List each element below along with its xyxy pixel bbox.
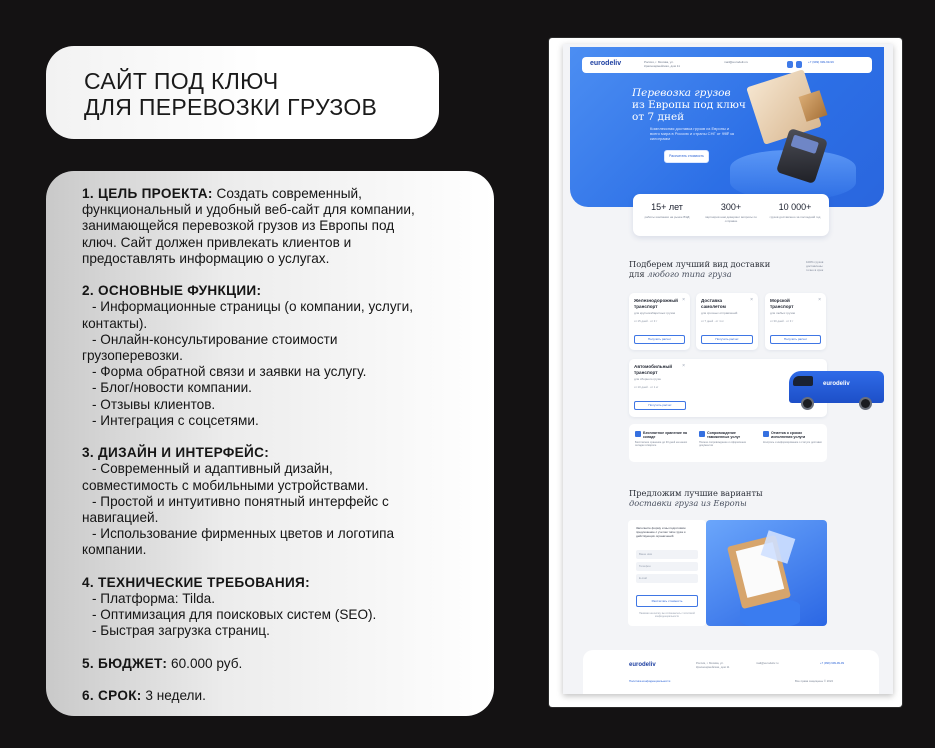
stat-desc: партнёров нам доверяют вопросы по отправке [705,215,757,223]
card-title: Доставка самолетом [701,298,726,309]
card-chips: от 30 дней · от 3 т [770,319,794,323]
function-item-wrap: грузоперевозки. [82,348,183,364]
tech-item: - Оптимизация для поисковых систем (SEO). [92,607,377,623]
offer-title-line-2: доставки груза из Европы [629,498,747,508]
project-title-line-1: САЙТ ПОД КЛЮЧ [84,68,279,94]
form-heading: Заполните форму и мы подготовим предложение с учетом типа груза и действующих ограничений [636,526,686,538]
hero-calc-button[interactable]: Рассчитать стоимость [664,150,709,163]
delivery-title-line-1: Подберем лучший вид доставки [629,259,771,269]
warehouse-icon [635,431,641,437]
nav-email[interactable]: mail@eurodeliv.ru [724,60,748,64]
stat-item [637,202,697,219]
close-icon[interactable]: × [750,297,753,303]
card-title: Морской транспорт [770,298,794,309]
delivery-van-image [779,367,885,411]
offer-title-line-1: Предложим лучшие варианты [629,488,763,498]
feature-title: Бесплатное хранение на складе [643,431,688,440]
budget-value: 60.000 руб. [167,655,243,671]
site-footer [583,650,879,694]
van-logo: eurodeliv [823,381,850,387]
footer-phone[interactable]: +7 (999) 999-99-99 [820,661,845,665]
goal-heading: 1. ЦЕЛЬ ПРОЕКТА: [82,186,213,201]
offer-section-title [629,488,763,508]
project-brief-card [46,171,494,716]
hero-section [570,47,884,207]
customs-icon [699,431,705,437]
hero-title-line-2: из Европы под ключ [632,99,746,111]
card-subtitle: для любых грузов [770,311,796,315]
budget-heading: 5. БЮДЖЕТ: [82,655,168,671]
close-icon[interactable]: × [818,297,821,303]
function-item: - Отзывы клиентов. [92,396,216,412]
telegram-icon[interactable] [787,61,793,68]
close-icon[interactable]: × [682,363,685,369]
card-chips: от 15 дней · от 3 т [634,319,658,323]
design-section [82,445,476,558]
card-title: Железнодорожный транспорт [634,298,678,309]
card-subtitle: для сборного груза [634,377,661,381]
goal-section [82,186,476,267]
road-card[interactable] [629,359,850,417]
feature-desc: Контроль и информирование о статусе доставки [763,441,822,444]
term-value: 3 недели. [141,688,206,704]
design-item: - Использование фирменных цветов и логотипа [92,526,395,542]
goal-line: занимающейся перевозкой грузов из Европы под [82,218,395,234]
card-chips: от 10 дней · от 1 кг [634,385,659,389]
form-submit-button[interactable]: Рассчитать стоимость [636,595,698,607]
nav-address: Россия, г. Москва, ул. Красноармейская, дом 11 [644,60,680,68]
stat-item [701,202,761,223]
tech-item: - Быстрая загрузка страниц. [92,623,270,639]
functions-heading: 2. ОСНОВНЫЕ ФУНКЦИИ: [82,283,262,299]
stat-value: 10 000+ [778,202,812,212]
feature-desc: Полное сопровождение и оформление документов [699,441,747,448]
goal-line: ключ. Сайт должен привлекать клиентов и [82,234,352,250]
name-input[interactable]: Ваше имя [636,550,698,559]
feature-title: Отметка о сроках исполнения услуги [771,431,806,440]
delivery-note: 100% грузов доставлены точно в срок [806,260,824,272]
function-item: - Интеграция с соцсетями. [92,412,259,428]
design-item-wrap: совместимость с мобильными устройствами. [82,477,369,493]
hero-title-line-3: от 7 дней [632,111,685,123]
top-nav [582,57,872,73]
delivery-title-for: для [629,269,645,279]
function-item: - Онлайн-консультирование стоимости [92,331,338,347]
get-quote-button[interactable]: Получить расчет [634,335,685,344]
tech-item: - Платформа: Tilda. [92,591,215,607]
goal-line: функциональный и удобный веб-сайт для компании, [82,202,415,218]
get-quote-button[interactable]: Получить расчет [634,401,686,410]
delivery-section-title [629,259,770,279]
project-title-line-2: ДЛЯ ПЕРЕВОЗКИ ГРУЗОВ [84,94,378,120]
features-bar [629,424,827,462]
project-title-card [46,46,439,139]
stat-value: 300+ [720,202,742,212]
form-privacy-note: Нажимая на кнопку, вы соглашаетесь с политикой конфиденциальности [639,612,695,618]
get-quote-button[interactable]: Получить расчет [701,335,753,344]
documents-visual [706,520,827,626]
privacy-policy-link[interactable]: Политика конфиденциальности [629,679,671,683]
stat-value: 15+ лет [651,202,683,212]
close-icon[interactable]: × [682,297,685,303]
tech-heading: 4. ТЕХНИЧЕСКИЕ ТРЕБОВАНИЯ: [82,574,310,590]
nav-phone[interactable]: +7 (999) 999-99-99 [808,60,834,64]
email-input[interactable]: E-mail [636,574,698,583]
sea-card[interactable] [765,293,826,350]
feature-title: Сопровождение таможенных услуг [707,431,741,440]
stat-desc: работы компании на рынке ВЭД [644,215,690,219]
function-item: - Информационные страницы (о компании, услуги, [92,299,413,315]
phone-input[interactable]: Телефон [636,562,698,571]
hero-title-line-1: Перевозка грузов [632,87,731,99]
budget-section [82,656,476,672]
stat-item [765,202,825,219]
goal-line: предоставлять информацию о услугах. [82,250,330,266]
stat-desc: грузов доставлено за последний год [769,215,821,219]
design-heading: 3. ДИЗАЙН И ИНТЕРФЕЙС: [82,445,270,461]
stats-bar [633,194,829,236]
footer-logo[interactable]: eurodeliv [629,662,656,668]
website-mockup [563,44,893,694]
term-section [82,688,476,704]
site-logo[interactable]: eurodeliv [590,60,622,67]
design-item: - Простой и интуитивно понятный интерфейс с [92,493,389,509]
card-subtitle: для крупногабаритных грузов [634,311,676,315]
clock-icon [763,431,769,437]
goal-text: Создать современный, [212,186,362,201]
feature-desc: Бесплатное хранение до 30 дней на наших складах в Европе [635,441,688,448]
whatsapp-icon[interactable] [796,61,802,68]
rail-card[interactable] [629,293,690,350]
hero-subtitle: Комплексная доставка грузов из Европы и всего мира в Россию и страны СНГ от 99₽ за килограмм [650,126,734,141]
design-item: - Современный и адаптивный дизайн, [92,461,333,477]
card-title: Автомобильный транспорт [634,364,673,375]
functions-section [82,283,476,429]
card-subtitle: для срочных отправлений [701,311,738,315]
hero-title [632,87,762,123]
function-item: - Блог/новости компании. [92,380,252,396]
get-quote-button[interactable]: Получить расчет [770,335,821,344]
function-item-wrap: контакты). [82,315,148,331]
function-item: - Форма обратной связи и заявки на услугу. [92,364,367,380]
air-card[interactable] [696,293,758,350]
request-form [628,520,706,626]
design-item-wrap: навигацией. [82,510,159,526]
footer-address: Россия, г. Москва, ул. Красноармейская, дом 11 [696,661,730,669]
design-item-wrap: компании. [82,542,147,558]
tech-section [82,575,476,640]
term-heading: 6. СРОК: [82,688,142,704]
delivery-title-italic: любого типа груза [647,269,732,279]
card-chips: от 7 дней · от 1 кг [701,319,724,323]
footer-email[interactable]: mail@eurodeliv.ru [756,661,779,665]
footer-copyright: Все права защищены © 2024 [795,679,833,683]
